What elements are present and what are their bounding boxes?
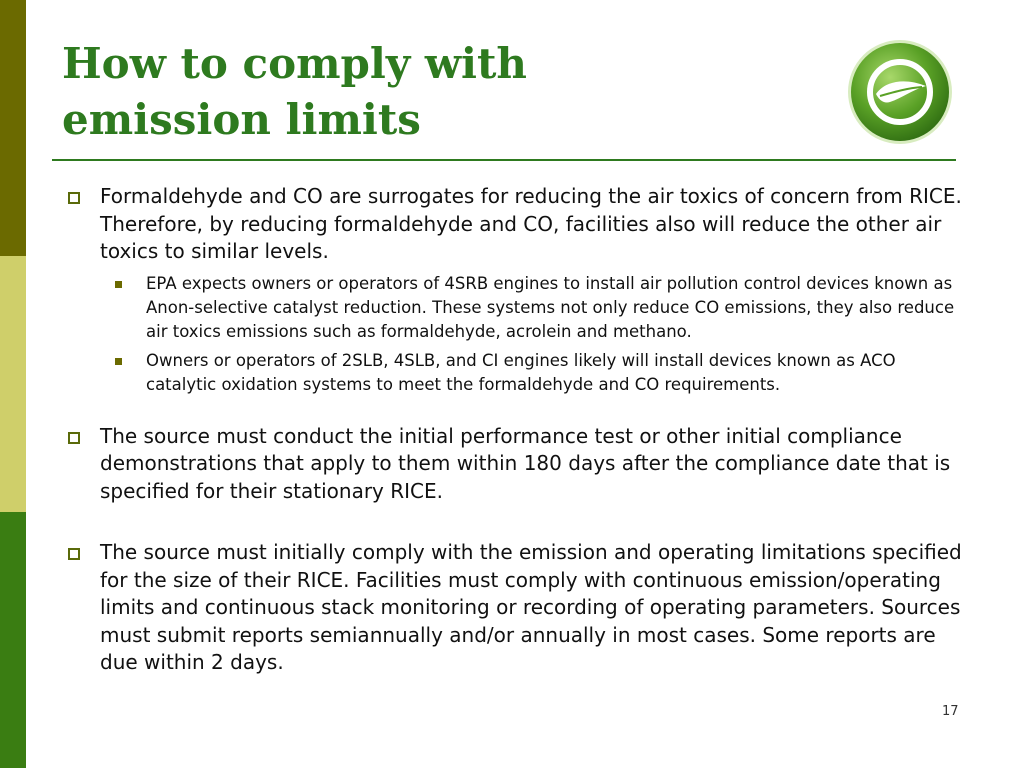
filled-square-bullet-icon xyxy=(115,358,122,365)
bullet-item xyxy=(62,539,962,677)
side-strip-top xyxy=(0,0,26,256)
bullet-text: The source must conduct the initial performance test or other initial compliance demonstrations that apply to them within 180 days after the compliance date that is specified for their stationary RICE. xyxy=(100,423,951,503)
sub-bullet-list xyxy=(100,272,962,397)
bullet-item xyxy=(62,183,962,397)
sub-bullet-text: Owners or operators of 2SLB, 4SLB, and CI engines likely will install devices known as ACO catalytic oxidation systems to meet the formaldehyde and CO requirements. xyxy=(146,350,896,394)
title-line-1: How to comply with xyxy=(62,39,527,88)
side-strip-bottom xyxy=(0,512,26,768)
slide-title xyxy=(62,36,682,148)
hollow-square-bullet-icon xyxy=(68,548,80,560)
hollow-square-bullet-icon xyxy=(68,192,80,204)
hollow-square-bullet-icon xyxy=(68,432,80,444)
bullet-text: Formaldehyde and CO are surrogates for reducing the air toxics of concern from RICE. Therefore, by reducing formaldehyde and CO, facilities also will reduce the other air toxics to similar levels. xyxy=(100,184,962,263)
sub-bullet-item xyxy=(100,349,962,397)
bullet-text: The source must initially comply with the emission and operating limitations specified for the size of their RICE. Facilities must comply with continuous emission/operating limits and continuous stack monitoring or recording of operating parameters. Sources must submit reports semiannually and/or annually in most cases. Some reports are due within 2 days. xyxy=(100,540,962,674)
sub-bullet-text: EPA expects owners or operators of 4SRB engines to install air pollution control devices known as Anon-selective catalyst reduction. These systems not only reduce CO emissions, they also reduce air toxics emissions such as formaldehyde, acrolein and methano. xyxy=(146,273,955,341)
page-number: 17 xyxy=(942,704,959,719)
bullet-item xyxy=(62,423,962,506)
leaf-circle-icon xyxy=(846,38,954,146)
filled-square-bullet-icon xyxy=(115,281,122,288)
title-divider xyxy=(52,159,956,161)
bullet-list xyxy=(62,183,962,677)
sub-bullet-item xyxy=(100,272,962,344)
title-line-2: emission limits xyxy=(62,95,421,144)
side-strip-middle xyxy=(0,256,26,512)
